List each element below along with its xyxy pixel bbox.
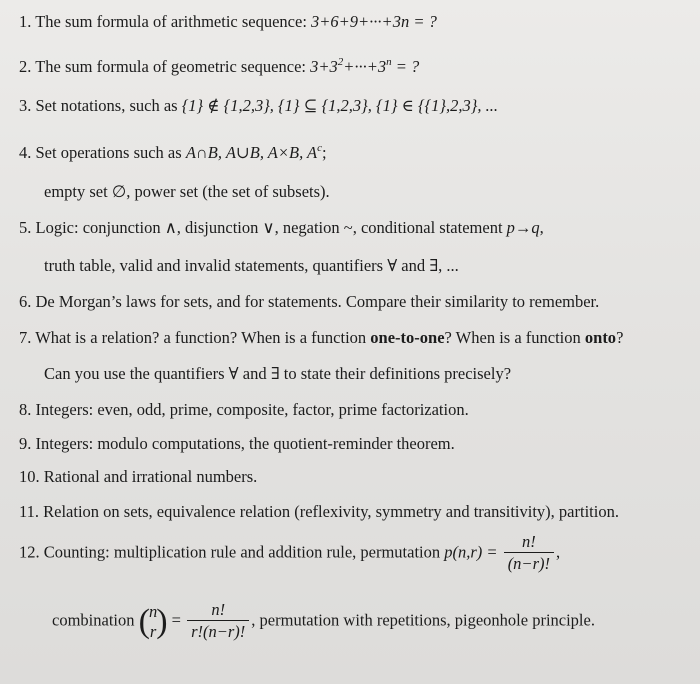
numerator: n! bbox=[187, 600, 249, 621]
exponent: c bbox=[317, 142, 322, 154]
item-text: ? When is a function bbox=[444, 328, 585, 347]
item-6 bbox=[19, 292, 599, 312]
binom-top: n bbox=[148, 601, 158, 621]
item-number: 8. bbox=[19, 400, 32, 419]
item-number: 10. bbox=[19, 467, 40, 486]
item-text: ? bbox=[616, 328, 624, 347]
item-text: Rational and irrational numbers. bbox=[43, 467, 258, 486]
item-text: Logic: conjunction ∧, disjunction ∨, negation ~, conditional statement bbox=[35, 218, 503, 237]
item-text: Set operations such as bbox=[35, 143, 182, 162]
item-text: Relation on sets, equivalence relation (reflexivity, symmetry and transitivity), partition. bbox=[43, 502, 619, 521]
item-2 bbox=[19, 56, 419, 77]
item-text: Counting: multiplication rule and addition rule, permutation bbox=[43, 542, 441, 562]
denominator: r!(n−r)! bbox=[191, 622, 246, 641]
item-text: empty set ∅, power set (the set of subsets). bbox=[44, 182, 330, 201]
item-1 bbox=[19, 12, 437, 32]
exponent: 2 bbox=[337, 56, 344, 68]
formula-part: +···+3 bbox=[343, 57, 387, 76]
item-text: truth table, valid and invalid statements, quantifiers ∀ and ∃, ... bbox=[44, 256, 459, 275]
formula bbox=[310, 57, 419, 76]
item-number: 4. bbox=[19, 143, 32, 162]
item-7 bbox=[19, 328, 623, 348]
item-3 bbox=[19, 96, 498, 116]
item-number: 9. bbox=[19, 434, 32, 453]
item-4 bbox=[19, 142, 327, 163]
item-number: 2. bbox=[19, 57, 32, 76]
formula: p→q bbox=[506, 218, 540, 237]
numerator: n! bbox=[504, 532, 554, 553]
item-5-continued bbox=[44, 256, 459, 276]
item-12 bbox=[19, 532, 560, 575]
item-text: De Morgan’s laws for sets, and for statements. Compare their similarity to remember. bbox=[35, 292, 600, 311]
item-11 bbox=[19, 502, 619, 522]
item-5 bbox=[19, 218, 544, 238]
item-text: Integers: even, odd, prime, composite, factor, prime factorization. bbox=[35, 400, 469, 419]
permutation-fraction bbox=[504, 532, 554, 575]
item-12-continued bbox=[52, 600, 595, 643]
binom-bottom: r bbox=[149, 621, 157, 641]
punctuation: , bbox=[555, 542, 561, 562]
item-number: 6. bbox=[19, 292, 32, 311]
binomial-coefficient bbox=[139, 602, 168, 642]
punctuation: ; bbox=[322, 143, 327, 162]
item-text: What is a relation? a function? When is a function bbox=[35, 328, 371, 347]
item-8 bbox=[19, 400, 469, 420]
item-text: combination bbox=[52, 610, 135, 630]
item-4-continued bbox=[44, 182, 330, 202]
formula-part: 3+3 bbox=[310, 57, 338, 76]
item-text: The sum formula of geometric sequence: bbox=[35, 57, 306, 76]
item-number: 5. bbox=[19, 218, 32, 237]
formula: p(n,r) = bbox=[444, 542, 498, 562]
denominator: (n−r)! bbox=[507, 554, 550, 573]
formula bbox=[186, 143, 322, 162]
item-text: , permutation with repetitions, pigeonhole principle. bbox=[251, 610, 595, 630]
item-number: 12. bbox=[19, 542, 40, 562]
right-paren: ) bbox=[156, 602, 168, 640]
item-text: Set notations, such as bbox=[35, 96, 178, 115]
bold-term: one-to-one bbox=[370, 328, 445, 347]
item-number: 7. bbox=[19, 328, 32, 347]
exponent: n bbox=[386, 56, 392, 68]
combination-fraction bbox=[187, 600, 249, 643]
item-text: Integers: modulo computations, the quotient-reminder theorem. bbox=[35, 434, 455, 453]
item-number: 1. bbox=[19, 12, 32, 31]
item-text: The sum formula of arithmetic sequence: bbox=[35, 12, 307, 31]
punctuation: , bbox=[539, 218, 544, 237]
item-7-continued bbox=[44, 364, 511, 384]
formula: {1} ∉ {1,2,3}, {1} ⊆ {1,2,3}, {1} ∈ {{1},2,3}, ... bbox=[181, 96, 498, 115]
item-text: Can you use the quantifiers ∀ and ∃ to state their definitions precisely? bbox=[44, 364, 512, 383]
item-number: 11. bbox=[19, 502, 40, 521]
equals-sign: = bbox=[171, 610, 181, 630]
left-paren: ( bbox=[138, 602, 150, 640]
item-9 bbox=[19, 434, 455, 454]
item-10 bbox=[19, 467, 257, 487]
bold-term: onto bbox=[584, 328, 617, 347]
formula-part: A∩B, A∪B, A×B, A bbox=[185, 143, 318, 162]
item-number: 3. bbox=[19, 96, 32, 115]
formula: 3+6+9+···+3n = ? bbox=[311, 12, 437, 31]
formula-part: = ? bbox=[391, 57, 420, 76]
